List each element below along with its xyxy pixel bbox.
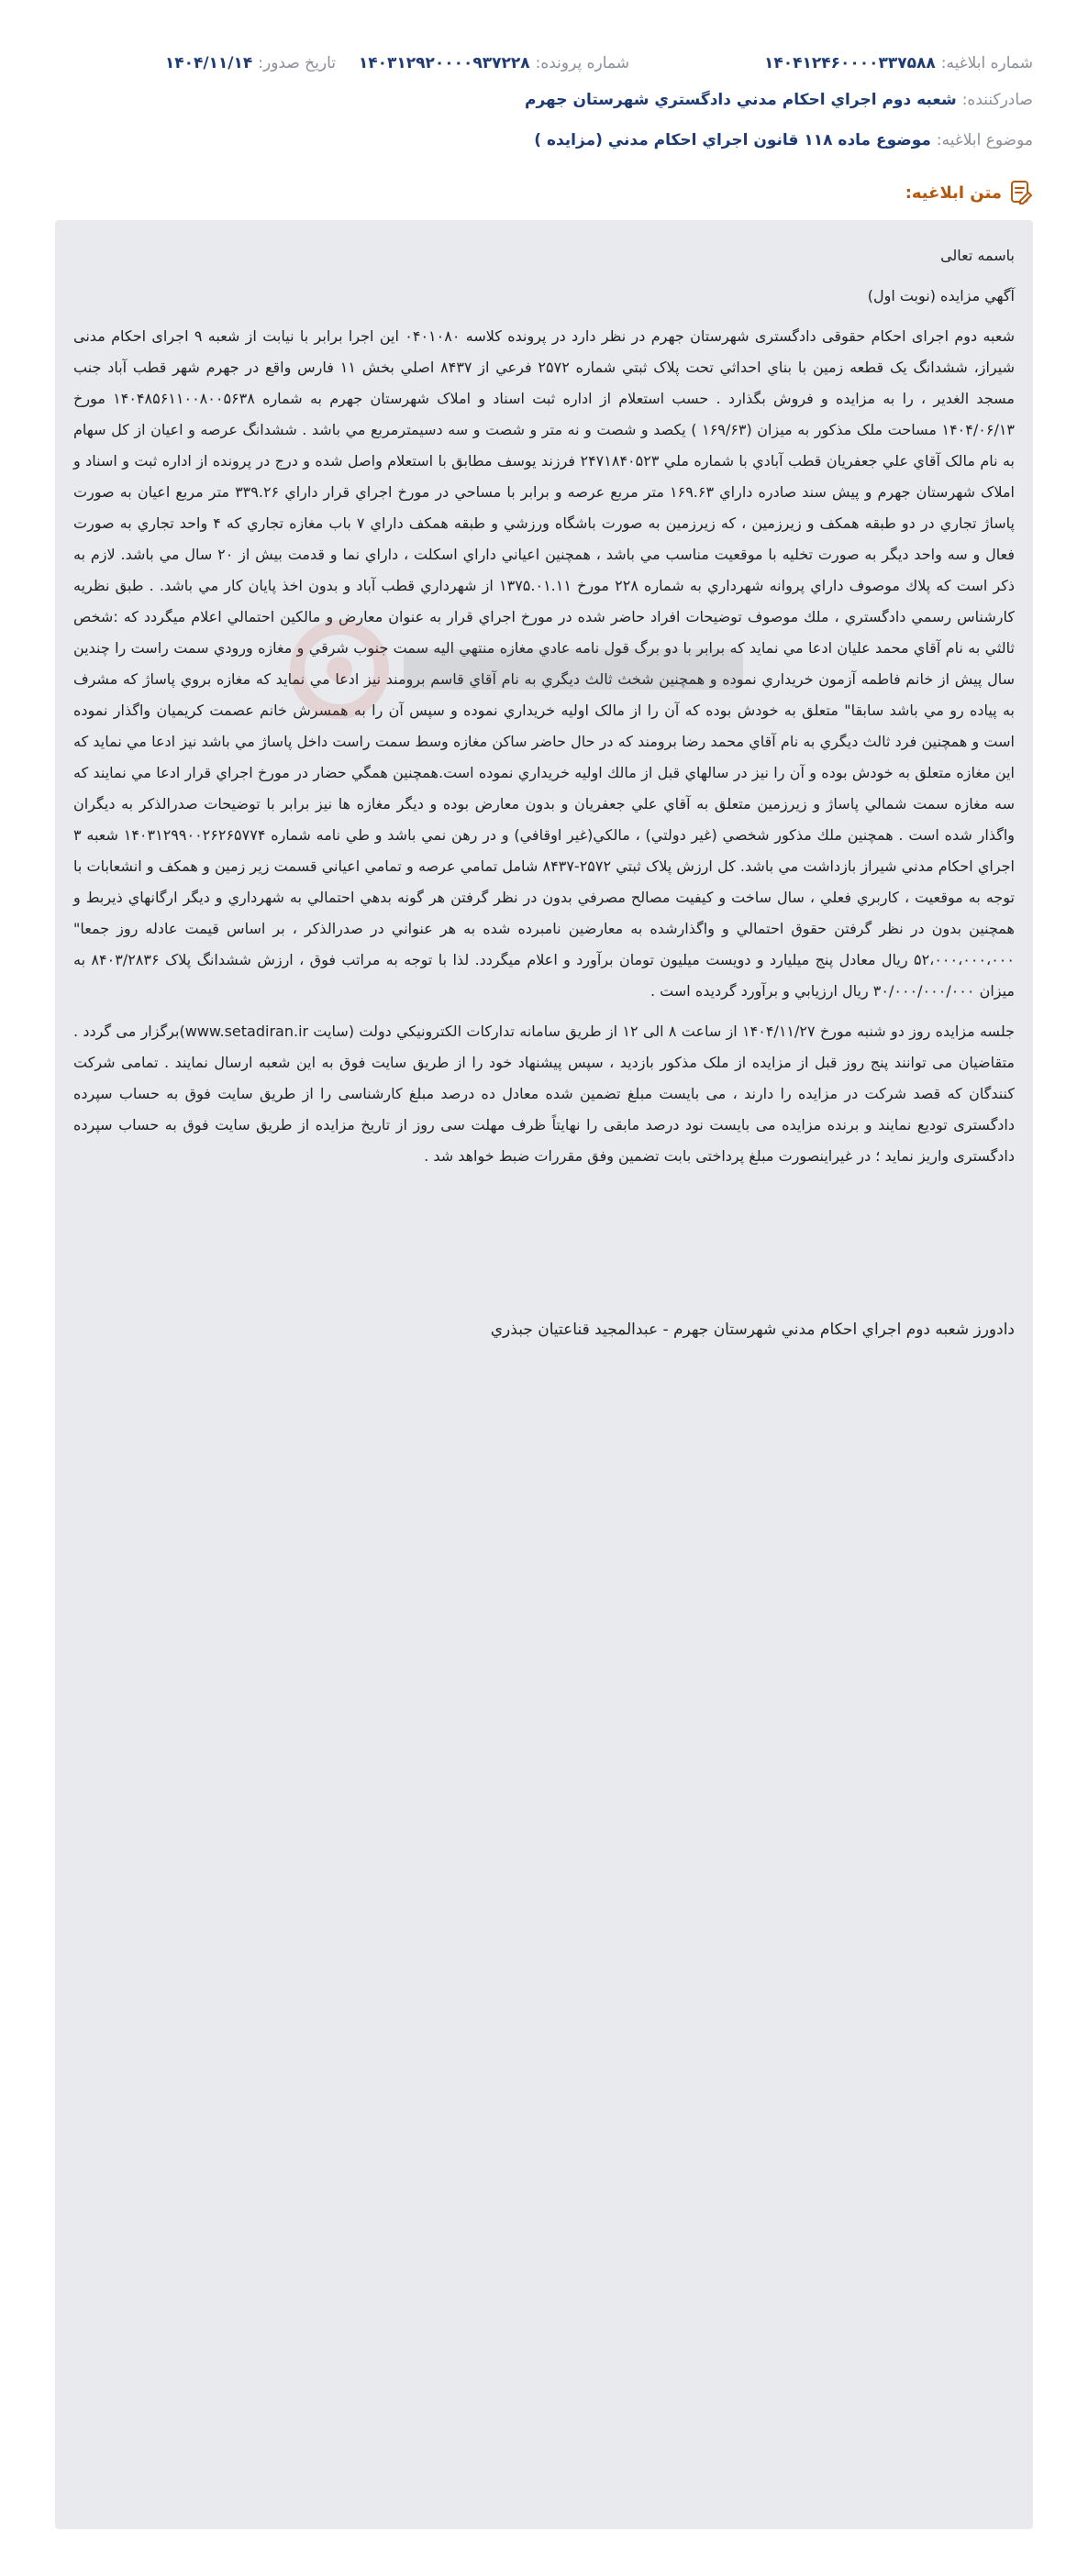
notice-text-title: متن ابلاغيه: bbox=[905, 182, 1002, 203]
notice-number-label: شماره ابلاغيه: bbox=[940, 54, 1033, 72]
signature-line: دادورز شعبه دوم اجراي احکام مدني شهرستان جهرم - عبدالمجيد قناعتيان جبذري bbox=[490, 1321, 1015, 1339]
notice-content-box bbox=[55, 220, 1033, 2529]
salutation: باسمه تعالی bbox=[940, 247, 1015, 264]
auction-description: شعبه دوم اجرای احکام حقوقی دادگستری شهرستان جهرم در نظر دارد در پرونده کلاسه ۰۴۰۱۰۸۰ این اجرا برابر با نیابت از شعبه ۹ اجرای احکام مدنی شيراز، ششدانگ يک قطعه زمين با بناي احداثي تحت پلاک ثبتي شماره ۲۵۷۲ فرعي از ۸۴۳۷ اصلي بخش ۱۱ فارس واقع در جهرم شهر قطب آباد جنب مسجد الغدير ، را به مزايده و فروش بگذارد . حسب استعلام از اداره ثبت اسناد و املاک شهرستان جهرم به شماره ۱۴۰۴۸۵۶۱۱۰۰۸۰۰۵۶۳۸ مورخ ۱۴۰۴/۰۶/۱۳ مساحت ملک مذکور به ميزان (۱۶۹/۶۳ ) يکصد و شصت و نه متر و شصت و سه دسيمترمربع مي باشد . ششدانگ عرصه و اعيان از کل سهام به نام مالک آقاي علي جعفريان قطب آبادي با شماره ملي ۲۴۷۱۸۴۰۵۲۳ فرزند يوسف مطابق با استعلام واصل شده و درج در پرونده از اداره ثبت و اسناد و املاک شهرستان جهرم و پيش سند صادره داراي ۱۶۹.۶۳ متر مربع عرصه و برابر با مساحي در مورخ اجراي قرار داراي ۳۳۹.۲۶ متر مربع اعيان به صورت پاساژ تجاري در دو طبقه همکف و زيرزمين ، که زيرزمين به صورت باشگاه ورزشي و طبقه همکف داراي ۷ باب مغازه تجاري که ۴ واحد تجاري به صورت فعال و سه واحد ديگر به صورت تخليه با موقعيت مناسب مي باشد ، همچنين اعياني داراي اسکلت ، داراي نما و قدمت بيش از ۲۰ سال مي باشد. لازم به ذکر است که پلاك موصوف داراي پروانه شهرداري به شماره ۲۲۸ مورخ ۱۳۷۵.۰۱.۱۱ از شهرداري قطب آباد و بدون اخذ پايان کار مي باشد. . طبق نظريه كارشناس رسمي دادگستري ، ملك موصوف توضيحات افراد حاضر شده در مورخ اجراي قرار به عنوان معارض و مالكين احتمالي اعلام ميگردد که :شخص ثالثي به نام آقاي محمد عليان ادعا مي نمايد که برابر با دو برگ قول نامه عادي مغازه منتهي اليه سمت جنوب شرقي و مغازه ورودي سمت راست را چندين سال پيش از خانم فاطمه آزمون خريداري نموده و همچنين شخث ثالث ديگري به نام آقاي قاسم برومند نيز ادعا مي نمايد که مغازه بروي پاساژ که مشرف به پياده رو مي باشد سابقا" متعلق به خودش بوده که آن را از مالک اوليه خريداري نموده و سپس آن را به همسرش خانم عصمت کريميان واگذار نموده است و همچنين فرد ثالث ديگري به نام آقاي محمد رضا برومند که در حال حاضر ساكن مغازه وسط سمت راست داخل پاساژ مي باشد نيز ادعا مي نمايد که اين مغازه متعلق به خودش بوده و آن را نيز در سالهاي قبل از مالك اوليه خريداري نموده است.همچنين همگي حضار در مورخ اجراي قرار ادعا مي نمايند که سه مغازه سمت شمالي پاساژ و زيرزمين متعلق به آقاي علي جعفريان و بدون معارض بوده و ديگر مغازه ها نيز برابر با توضيحات صدرالذکر به ديگران واگذار شده است . همچنين ملك مذكور شخصي (غير دولتي) ، مالكي(غير اوقافي) و در رهن نمي باشد و طي نامه شماره ۱۴۰۳۱۲۹۹۰۰۲۶۲۶۵۷۷۴ شعبه ۳ اجراي احكام مدني شيراز بازداشت مي باشد. کل ارزش پلاک ثبتي ۲۵۷۲-۸۴۳۷ شامل تمامي عرصه و تمامي اعياني قسمت زير زمين و همكف و انشعابات با توجه به موقعيت ، کاربري فعلي ، سال ساخت و کيفيت مصالح مصرفي بدون در نظر گرفتن هر گونه بدهي احتمالي به شهرداري و ديگر ارگانهاي ذيربط و همچنين بدون در نظر گرفتن حقوق احتمالي و واگذارشده به معارضين نامبرده شده به هر عنواني در صدرالذكر ، بر اساس قيمت عادله روز جمعا" ۵۲،۰۰۰،۰۰۰،۰۰۰ ريال معادل پنج ميليارد و دويست ميليون تومان برآورد و اعلام ميگردد. لذا با توجه به مراتب فوق ، ارزش ششدانگ پلاک ۸۴۰۳/۲۸۳۶ به ميزان ۳۰/۰۰۰/۰۰۰/۰۰۰ ريال ارزيابي و برآورد گرديده است . bbox=[73, 327, 1016, 1000]
document-icon bbox=[1009, 180, 1033, 205]
issue-date-value: ۱۴۰۴/۱۱/۱۴ bbox=[164, 54, 253, 72]
case-number bbox=[359, 54, 629, 72]
auction-title: آگهي مزايده (نوبت اول) bbox=[867, 287, 1015, 304]
subject-label: موضوع ابلاغيه: bbox=[936, 131, 1033, 149]
case-number-value: ۱۴۰۳۱۲۹۲۰۰۰۰۹۳۷۲۲۸ bbox=[358, 54, 530, 72]
auction-session-details: جلسه مزايده روز دو شنبه مورخ ۱۴۰۴/۱۱/۲۷ از ساعت ۸ الی ۱۲ از طريق سامانه تداركات الكترونيكي دولت (سايت www.setadiran.ir)برگزار می گردد . متقاضيان می توانند پنج روز قبل از مزايده از ملک مذکور بازديد ، سپس پيشنهاد خود را از طريق سايت فوق به اين شعبه ارسال نمايند . تمامی شرکت کنندگان که قصد شرکت در مزايده را دارند ، می بايست مبلغ تضمين شده معادل ده درصد مبلغ کارشناسی را از طريق سايت فوق به حساب سپرده دادگستری توديع نمايند و برنده مزايده می بايست نود درصد مابقی را نهايتاً ظرف مهلت سی روز از تاريخ مزايده از طريق سايت فوق به حساب سپرده دادگستری واريز نمايد ؛ در غيراينصورت مبلغ پرداختی بابت تضمين وفق مقررات ضبط خواهد شد . bbox=[73, 1023, 1016, 1165]
meta-row-numbers bbox=[44, 50, 1033, 77]
issue-date bbox=[165, 54, 336, 72]
notice-text-heading bbox=[905, 180, 1033, 205]
issuer-label: صادرکننده: bbox=[961, 91, 1033, 109]
subject-value: موضوع ماده ۱۱۸ قانون اجراي احكام مدني (مزايده ) bbox=[534, 131, 931, 149]
issuer-value: شعبه دوم اجراي احکام مدني دادگستري شهرستان جهرم bbox=[525, 91, 957, 109]
notice-number bbox=[764, 54, 1033, 72]
meta-row-subject bbox=[44, 127, 1033, 154]
case-number-label: شماره پرونده: bbox=[535, 54, 629, 72]
issue-date-label: تاريخ صدور: bbox=[258, 54, 336, 72]
meta-row-issuer bbox=[44, 86, 1033, 114]
notice-number-value: ۱۴۰۴۱۲۴۶۰۰۰۰۳۳۷۵۸۸ bbox=[763, 54, 936, 72]
